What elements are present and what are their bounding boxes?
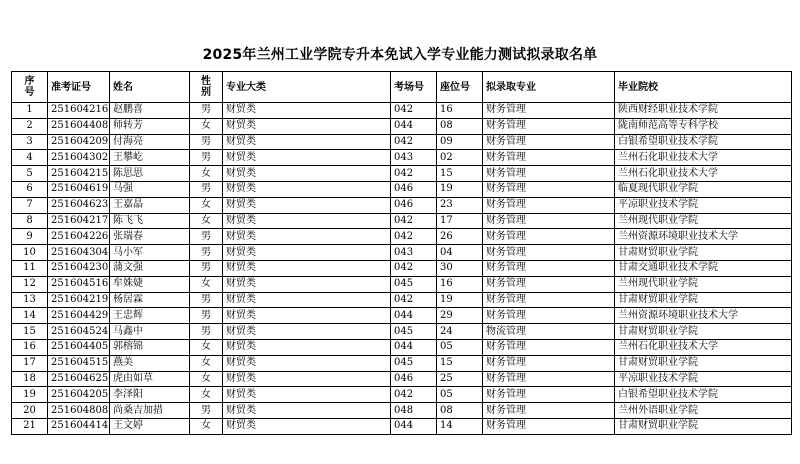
cell-name: 李泽阳 [110, 387, 190, 403]
cell-category: 财贸类 [223, 276, 391, 292]
table-row [12, 103, 792, 119]
cell-room: 042 [391, 166, 437, 182]
cell-name: 陈思思 [110, 166, 190, 182]
cell-room: 045 [391, 355, 437, 371]
cell-num: 10 [12, 245, 48, 261]
cell-major: 财务管理 [483, 387, 615, 403]
cell-school: 甘肃财贸职业学院 [615, 324, 792, 340]
cell-room: 046 [391, 181, 437, 197]
cell-gender: 女 [190, 118, 223, 134]
cell-exam-id: 251604304 [48, 245, 110, 261]
cell-school: 甘肃财贸职业学院 [615, 418, 792, 434]
admission-table [11, 71, 792, 435]
cell-exam-id: 251604429 [48, 308, 110, 324]
cell-major: 财务管理 [483, 197, 615, 213]
table-row [12, 118, 792, 134]
cell-school: 兰州现代职业学院 [615, 213, 792, 229]
cell-school: 兰州外语职业学院 [615, 403, 792, 419]
cell-school: 甘肃财贸职业学院 [615, 292, 792, 308]
cell-gender: 男 [190, 260, 223, 276]
cell-seat: 09 [437, 134, 483, 150]
cell-school: 平凉职业技术学院 [615, 197, 792, 213]
cell-major: 财务管理 [483, 213, 615, 229]
cell-major: 财务管理 [483, 403, 615, 419]
cell-room: 046 [391, 371, 437, 387]
cell-gender: 男 [190, 292, 223, 308]
cell-exam-id: 251604515 [48, 355, 110, 371]
cell-room: 044 [391, 418, 437, 434]
cell-category: 财贸类 [223, 260, 391, 276]
cell-exam-id: 251604524 [48, 324, 110, 340]
cell-num: 7 [12, 197, 48, 213]
cell-num: 16 [12, 339, 48, 355]
cell-category: 财贸类 [223, 181, 391, 197]
cell-room: 043 [391, 150, 437, 166]
cell-room: 042 [391, 229, 437, 245]
cell-num: 20 [12, 403, 48, 419]
cell-room: 042 [391, 387, 437, 403]
cell-room: 042 [391, 213, 437, 229]
cell-name: 王嘉晶 [110, 197, 190, 213]
cell-gender: 女 [190, 166, 223, 182]
cell-seat: 17 [437, 213, 483, 229]
cell-num: 6 [12, 181, 48, 197]
cell-major: 财务管理 [483, 245, 615, 261]
table-row [12, 197, 792, 213]
cell-school: 兰州资源环境职业技术大学 [615, 229, 792, 245]
cell-seat: 16 [437, 103, 483, 119]
cell-name: 杨居霖 [110, 292, 190, 308]
cell-room: 048 [391, 403, 437, 419]
cell-category: 财贸类 [223, 308, 391, 324]
cell-name: 马鑫中 [110, 324, 190, 340]
cell-major: 财务管理 [483, 181, 615, 197]
cell-major: 财务管理 [483, 260, 615, 276]
cell-name: 王忠辉 [110, 308, 190, 324]
cell-school: 白银希望职业技术学院 [615, 134, 792, 150]
cell-category: 财贸类 [223, 245, 391, 261]
cell-category: 财贸类 [223, 166, 391, 182]
table-row [12, 276, 792, 292]
cell-exam-id: 251604408 [48, 118, 110, 134]
cell-major: 物流管理 [483, 324, 615, 340]
table-row [12, 245, 792, 261]
cell-seat: 30 [437, 260, 483, 276]
cell-exam-id: 251604215 [48, 166, 110, 182]
cell-major: 财务管理 [483, 118, 615, 134]
cell-seat: 14 [437, 418, 483, 434]
cell-gender: 男 [190, 403, 223, 419]
cell-gender: 女 [190, 418, 223, 434]
header-major: 拟录取专业 [483, 72, 615, 103]
cell-room: 042 [391, 134, 437, 150]
cell-school: 白银希望职业技术学院 [615, 387, 792, 403]
cell-school: 甘肃交通职业技术学院 [615, 260, 792, 276]
cell-num: 18 [12, 371, 48, 387]
cell-school: 陇南师范高等专科学校 [615, 118, 792, 134]
cell-gender: 女 [190, 197, 223, 213]
cell-exam-id: 251604217 [48, 213, 110, 229]
cell-seat: 26 [437, 229, 483, 245]
cell-name: 师转芳 [110, 118, 190, 134]
table-row [12, 292, 792, 308]
cell-name: 王文婷 [110, 418, 190, 434]
header-name: 姓名 [110, 72, 190, 103]
cell-category: 财贸类 [223, 371, 391, 387]
cell-gender: 男 [190, 181, 223, 197]
cell-room: 044 [391, 308, 437, 324]
cell-category: 财贸类 [223, 134, 391, 150]
header-school: 毕业院校 [615, 72, 792, 103]
cell-name: 虎由如草 [110, 371, 190, 387]
cell-name: 尚桑吉加措 [110, 403, 190, 419]
cell-num: 1 [12, 103, 48, 119]
cell-room: 042 [391, 292, 437, 308]
cell-category: 财贸类 [223, 418, 391, 434]
cell-gender: 女 [190, 387, 223, 403]
cell-gender: 女 [190, 339, 223, 355]
table-row [12, 339, 792, 355]
cell-name: 马小军 [110, 245, 190, 261]
cell-num: 17 [12, 355, 48, 371]
document-title: 2025年兰州工业学院专升本免试入学专业能力测试拟录取名单 [202, 47, 598, 63]
cell-category: 财贸类 [223, 403, 391, 419]
cell-major: 财务管理 [483, 166, 615, 182]
cell-major: 财务管理 [483, 418, 615, 434]
cell-gender: 男 [190, 229, 223, 245]
cell-name: 付海亮 [110, 134, 190, 150]
cell-school: 陕西财经职业技术学院 [615, 103, 792, 119]
header-gender [190, 72, 223, 103]
cell-school: 兰州资源环境职业技术大学 [615, 308, 792, 324]
table-row [12, 166, 792, 182]
cell-exam-id: 251604405 [48, 339, 110, 355]
cell-gender: 男 [190, 324, 223, 340]
cell-major: 财务管理 [483, 355, 615, 371]
cell-school: 兰州现代职业学院 [615, 276, 792, 292]
cell-num: 19 [12, 387, 48, 403]
cell-name: 马强 [110, 181, 190, 197]
cell-seat: 04 [437, 245, 483, 261]
table-row [12, 355, 792, 371]
cell-school: 甘肃财贸职业学院 [615, 355, 792, 371]
cell-num: 2 [12, 118, 48, 134]
cell-major: 财务管理 [483, 276, 615, 292]
cell-exam-id: 251604623 [48, 197, 110, 213]
cell-school: 平凉职业技术学院 [615, 371, 792, 387]
header-exam-id: 准考证号 [48, 72, 110, 103]
cell-major: 财务管理 [483, 229, 615, 245]
cell-gender: 女 [190, 355, 223, 371]
cell-room: 042 [391, 260, 437, 276]
cell-gender: 男 [190, 103, 223, 119]
table-header [12, 72, 792, 103]
table-row [12, 150, 792, 166]
cell-name: 郭榕锦 [110, 339, 190, 355]
cell-major: 财务管理 [483, 103, 615, 119]
cell-major: 财务管理 [483, 308, 615, 324]
cell-name: 牟姝婕 [110, 276, 190, 292]
cell-category: 财贸类 [223, 339, 391, 355]
cell-seat: 08 [437, 403, 483, 419]
cell-gender: 男 [190, 245, 223, 261]
cell-room: 044 [391, 118, 437, 134]
cell-category: 财贸类 [223, 213, 391, 229]
cell-major: 财务管理 [483, 150, 615, 166]
cell-major: 财务管理 [483, 134, 615, 150]
cell-num: 8 [12, 213, 48, 229]
table-row [12, 229, 792, 245]
cell-seat: 19 [437, 181, 483, 197]
table-row [12, 387, 792, 403]
cell-major: 财务管理 [483, 292, 615, 308]
cell-category: 财贸类 [223, 150, 391, 166]
cell-exam-id: 251604226 [48, 229, 110, 245]
cell-category: 财贸类 [223, 324, 391, 340]
cell-exam-id: 251604205 [48, 387, 110, 403]
cell-gender: 女 [190, 371, 223, 387]
cell-seat: 05 [437, 339, 483, 355]
cell-seat: 15 [437, 355, 483, 371]
cell-name: 蒲文强 [110, 260, 190, 276]
cell-num: 12 [12, 276, 48, 292]
cell-name: 王攀屹 [110, 150, 190, 166]
cell-num: 9 [12, 229, 48, 245]
table-row [12, 213, 792, 229]
cell-gender: 女 [190, 276, 223, 292]
cell-name: 赵鹏喜 [110, 103, 190, 119]
cell-school: 临夏现代职业学院 [615, 181, 792, 197]
cell-room: 045 [391, 276, 437, 292]
cell-exam-id: 251604230 [48, 260, 110, 276]
header-num-line1: 序 [24, 76, 35, 87]
table-row [12, 418, 792, 434]
cell-room: 043 [391, 245, 437, 261]
cell-room: 042 [391, 103, 437, 119]
cell-seat: 23 [437, 197, 483, 213]
header-category: 专业大类 [223, 72, 391, 103]
table-row [12, 134, 792, 150]
cell-exam-id: 251604625 [48, 371, 110, 387]
cell-school: 兰州石化职业技术大学 [615, 150, 792, 166]
cell-category: 财贸类 [223, 355, 391, 371]
header-num-line2: 号 [24, 87, 35, 98]
cell-school: 甘肃财贸职业学院 [615, 245, 792, 261]
cell-gender: 男 [190, 308, 223, 324]
cell-num: 13 [12, 292, 48, 308]
cell-category: 财贸类 [223, 197, 391, 213]
cell-seat: 08 [437, 118, 483, 134]
cell-name: 燕美 [110, 355, 190, 371]
cell-num: 15 [12, 324, 48, 340]
cell-name: 陈飞飞 [110, 213, 190, 229]
cell-seat: 16 [437, 276, 483, 292]
table-row [12, 260, 792, 276]
header-gender-line2: 别 [201, 87, 211, 98]
cell-num: 3 [12, 134, 48, 150]
header-seat: 座位号 [437, 72, 483, 103]
cell-school: 兰州石化职业技术大学 [615, 339, 792, 355]
cell-category: 财贸类 [223, 103, 391, 119]
cell-num: 11 [12, 260, 48, 276]
cell-school: 兰州石化职业技术大学 [615, 166, 792, 182]
cell-seat: 19 [437, 292, 483, 308]
cell-category: 财贸类 [223, 292, 391, 308]
table-row [12, 371, 792, 387]
cell-gender: 男 [190, 150, 223, 166]
cell-num: 14 [12, 308, 48, 324]
header-num [12, 72, 48, 103]
cell-seat: 05 [437, 387, 483, 403]
cell-seat: 29 [437, 308, 483, 324]
table-body [12, 103, 792, 435]
cell-seat: 25 [437, 371, 483, 387]
cell-room: 044 [391, 339, 437, 355]
cell-exam-id: 251604619 [48, 181, 110, 197]
cell-exam-id: 251604302 [48, 150, 110, 166]
cell-category: 财贸类 [223, 387, 391, 403]
table-row [12, 403, 792, 419]
cell-major: 财务管理 [483, 339, 615, 355]
cell-category: 财贸类 [223, 118, 391, 134]
cell-exam-id: 251604808 [48, 403, 110, 419]
cell-room: 045 [391, 324, 437, 340]
cell-gender: 女 [190, 213, 223, 229]
table-row [12, 308, 792, 324]
cell-major: 财务管理 [483, 371, 615, 387]
cell-exam-id: 251604219 [48, 292, 110, 308]
cell-exam-id: 251604516 [48, 276, 110, 292]
table-row [12, 324, 792, 340]
header-gender-line1: 性 [201, 76, 211, 87]
cell-exam-id: 251604414 [48, 418, 110, 434]
cell-gender: 男 [190, 134, 223, 150]
table-row [12, 181, 792, 197]
header-room: 考场号 [391, 72, 437, 103]
cell-exam-id: 251604209 [48, 134, 110, 150]
cell-category: 财贸类 [223, 229, 391, 245]
cell-room: 046 [391, 197, 437, 213]
cell-exam-id: 251604216 [48, 103, 110, 119]
cell-seat: 02 [437, 150, 483, 166]
cell-num: 21 [12, 418, 48, 434]
cell-seat: 15 [437, 166, 483, 182]
cell-num: 5 [12, 166, 48, 182]
cell-name: 张瑞春 [110, 229, 190, 245]
header-row [12, 72, 792, 103]
cell-num: 4 [12, 150, 48, 166]
cell-seat: 24 [437, 324, 483, 340]
